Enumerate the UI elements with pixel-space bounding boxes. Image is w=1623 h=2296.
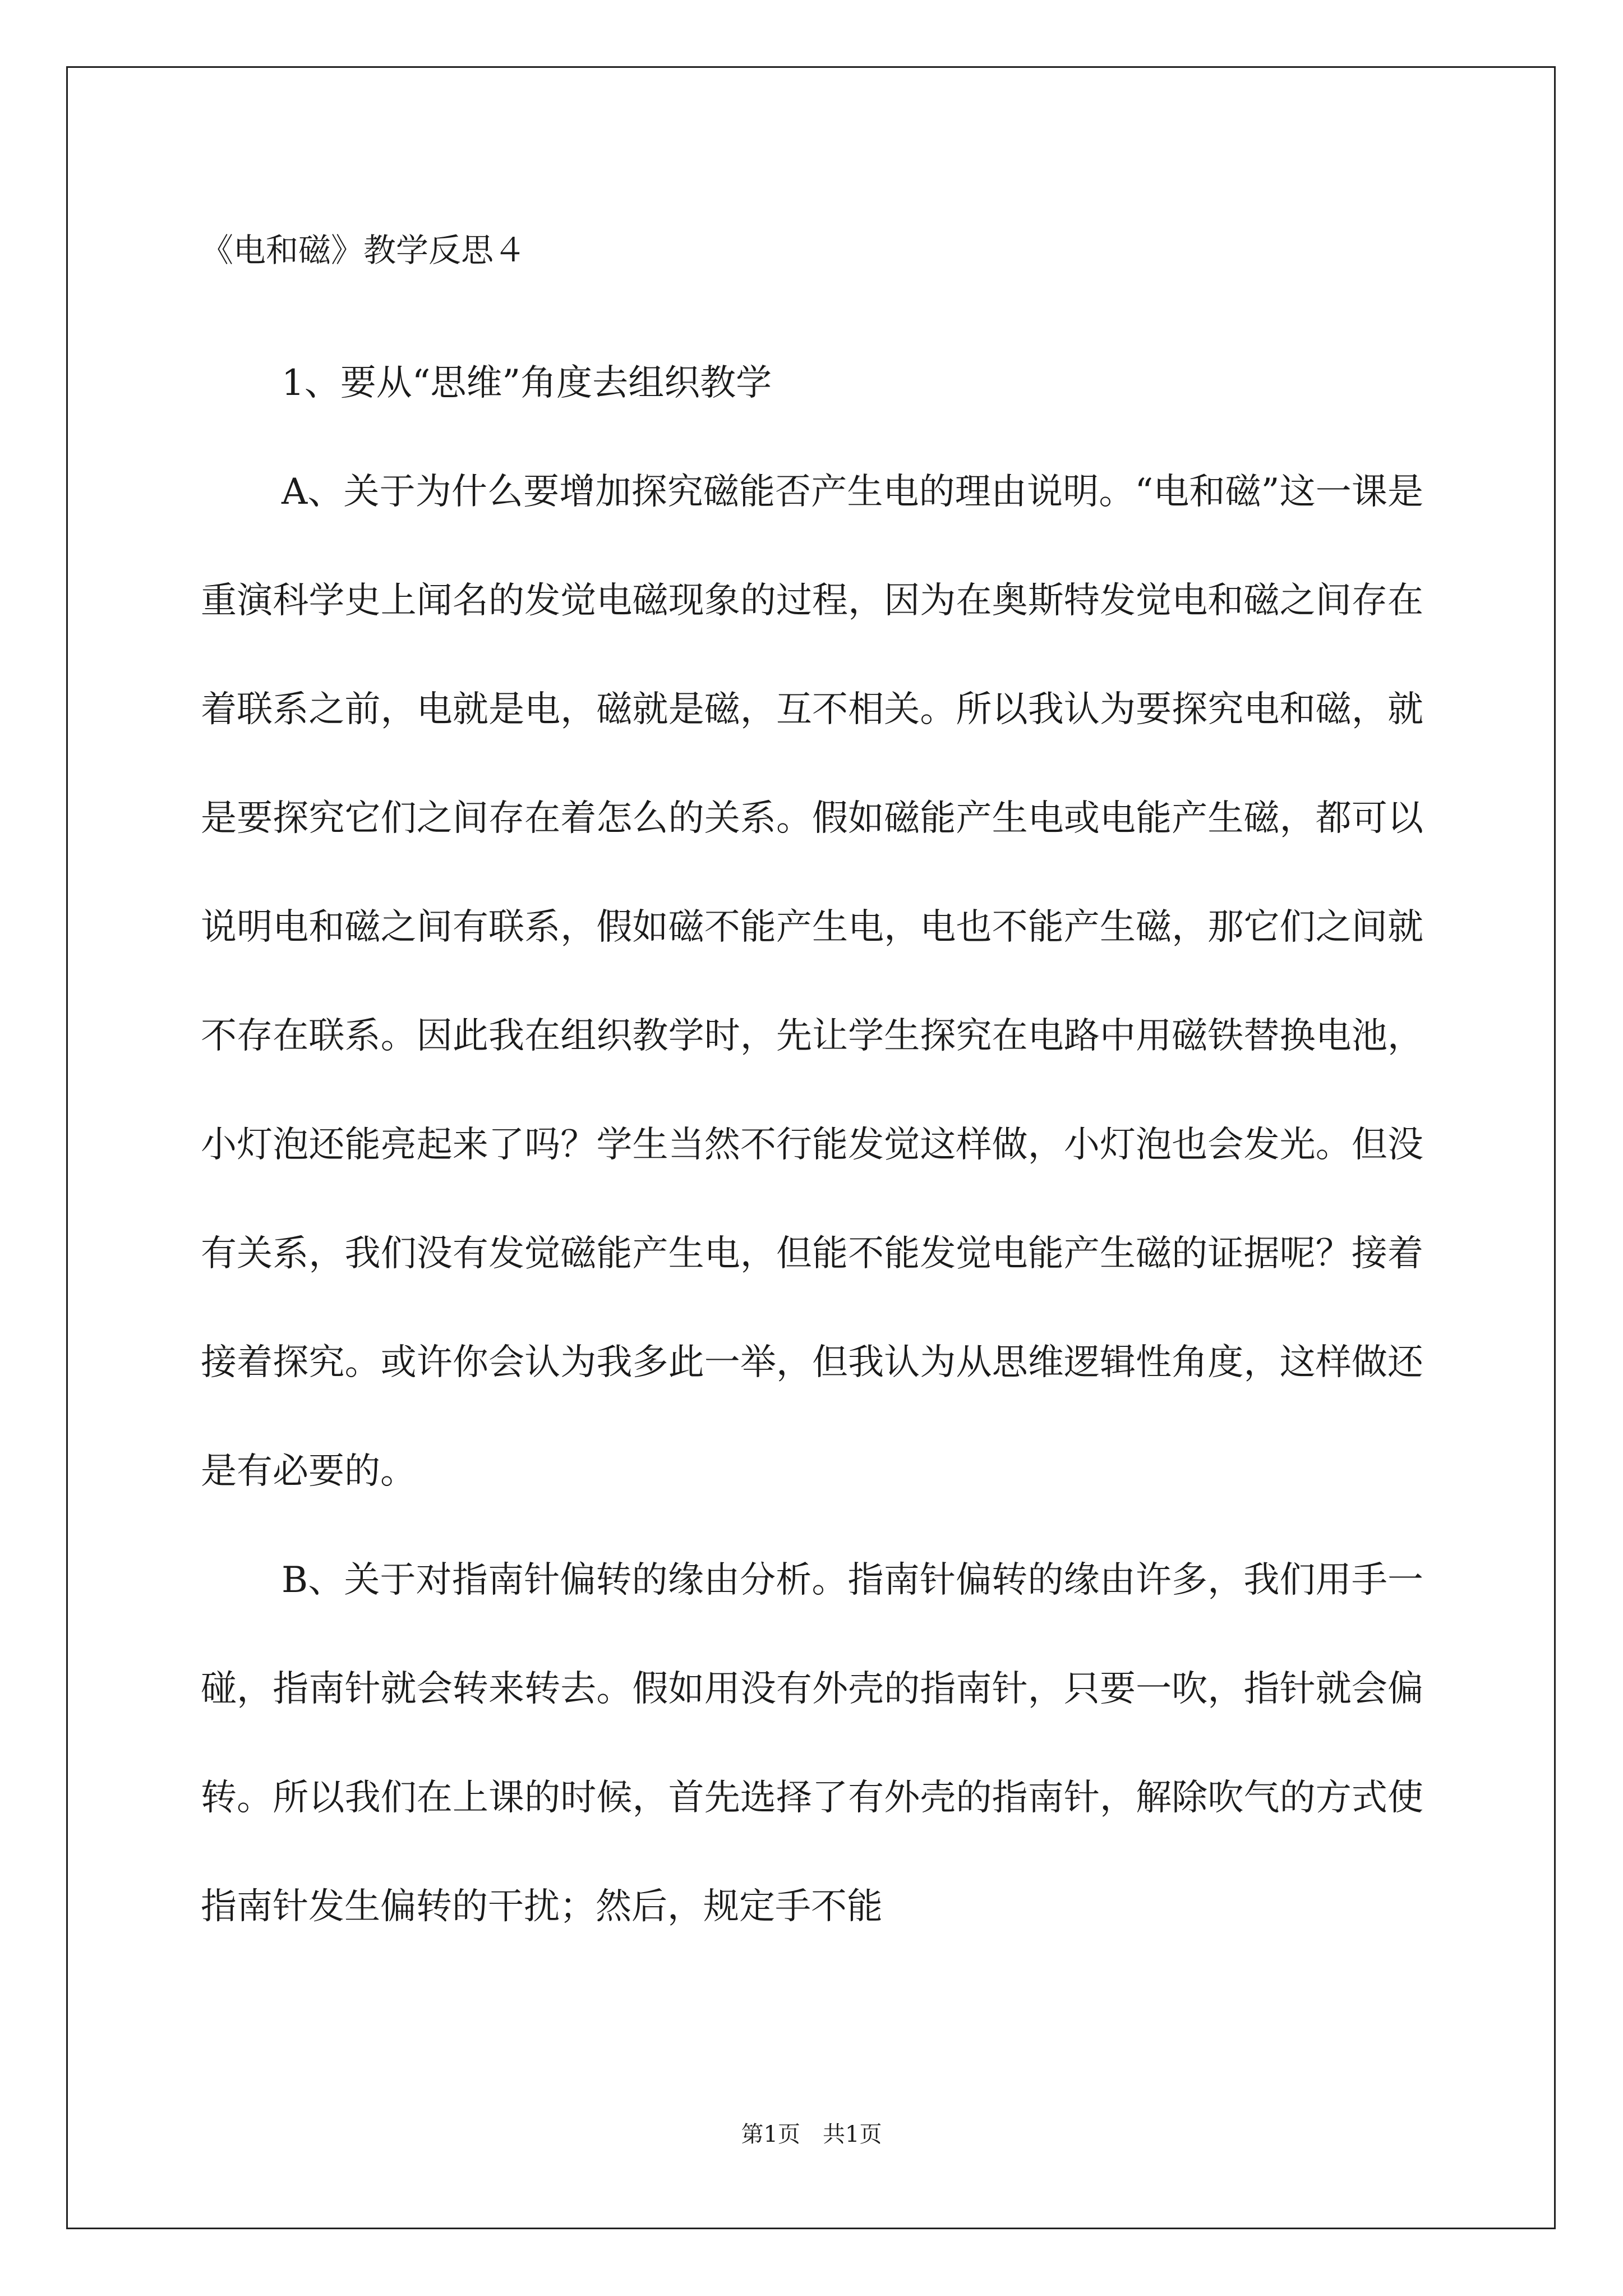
paragraph-heading-1: 1、要从“思维”角度去组织教学 [282,362,772,404]
document-body [201,222,1423,1961]
paragraph-a: A、关于为什么要增加探究磁能否产生电的理由说明。“电和磁”这一课是重演科学史上闻名的发觉电磁现象的过程，因为在奥斯特发觉电和磁之间存在着联系之前，电就是电，磁就是磁，互不相关。所以我认为要探究电和磁，就是要探究它们之间存在着怎么的关系。假如磁能产生电或电能产生磁，都可以说明电和磁之间有联系，假如磁不能产生电，电也不能产生磁，那它们之间就不存在联系。因此我在组织教学时，先让学生探究在电路中用磁铁替换电池，小灯泡还能亮起来了吗？学生当然不行能发觉这样做，小灯泡也会发光。但没有关系，我们没有发觉磁能产生电，但能不能发觉电能产生磁的证据呢？接着接着探究。或许你会认为我多此一举，但我认为从思维逻辑性角度，这样做还是有必要的。 [201,471,1423,1492]
document-title: 《电和磁》教学反思４ [201,231,527,269]
paragraph-b: B、关于对指南针偏转的缘由分析。指南针偏转的缘由许多，我们用手一碰，指南针就会转来转去。假如用没有外壳的指南针，只要一吹，指针就会偏转。所以我们在上课的时候，首先选择了有外壳的指南针，解除吹气的方式使指南针发生偏转的干扰；然后，规定手不能 [201,1559,1423,1927]
page-number-footer: 第1页 共1页 [741,2122,882,2147]
